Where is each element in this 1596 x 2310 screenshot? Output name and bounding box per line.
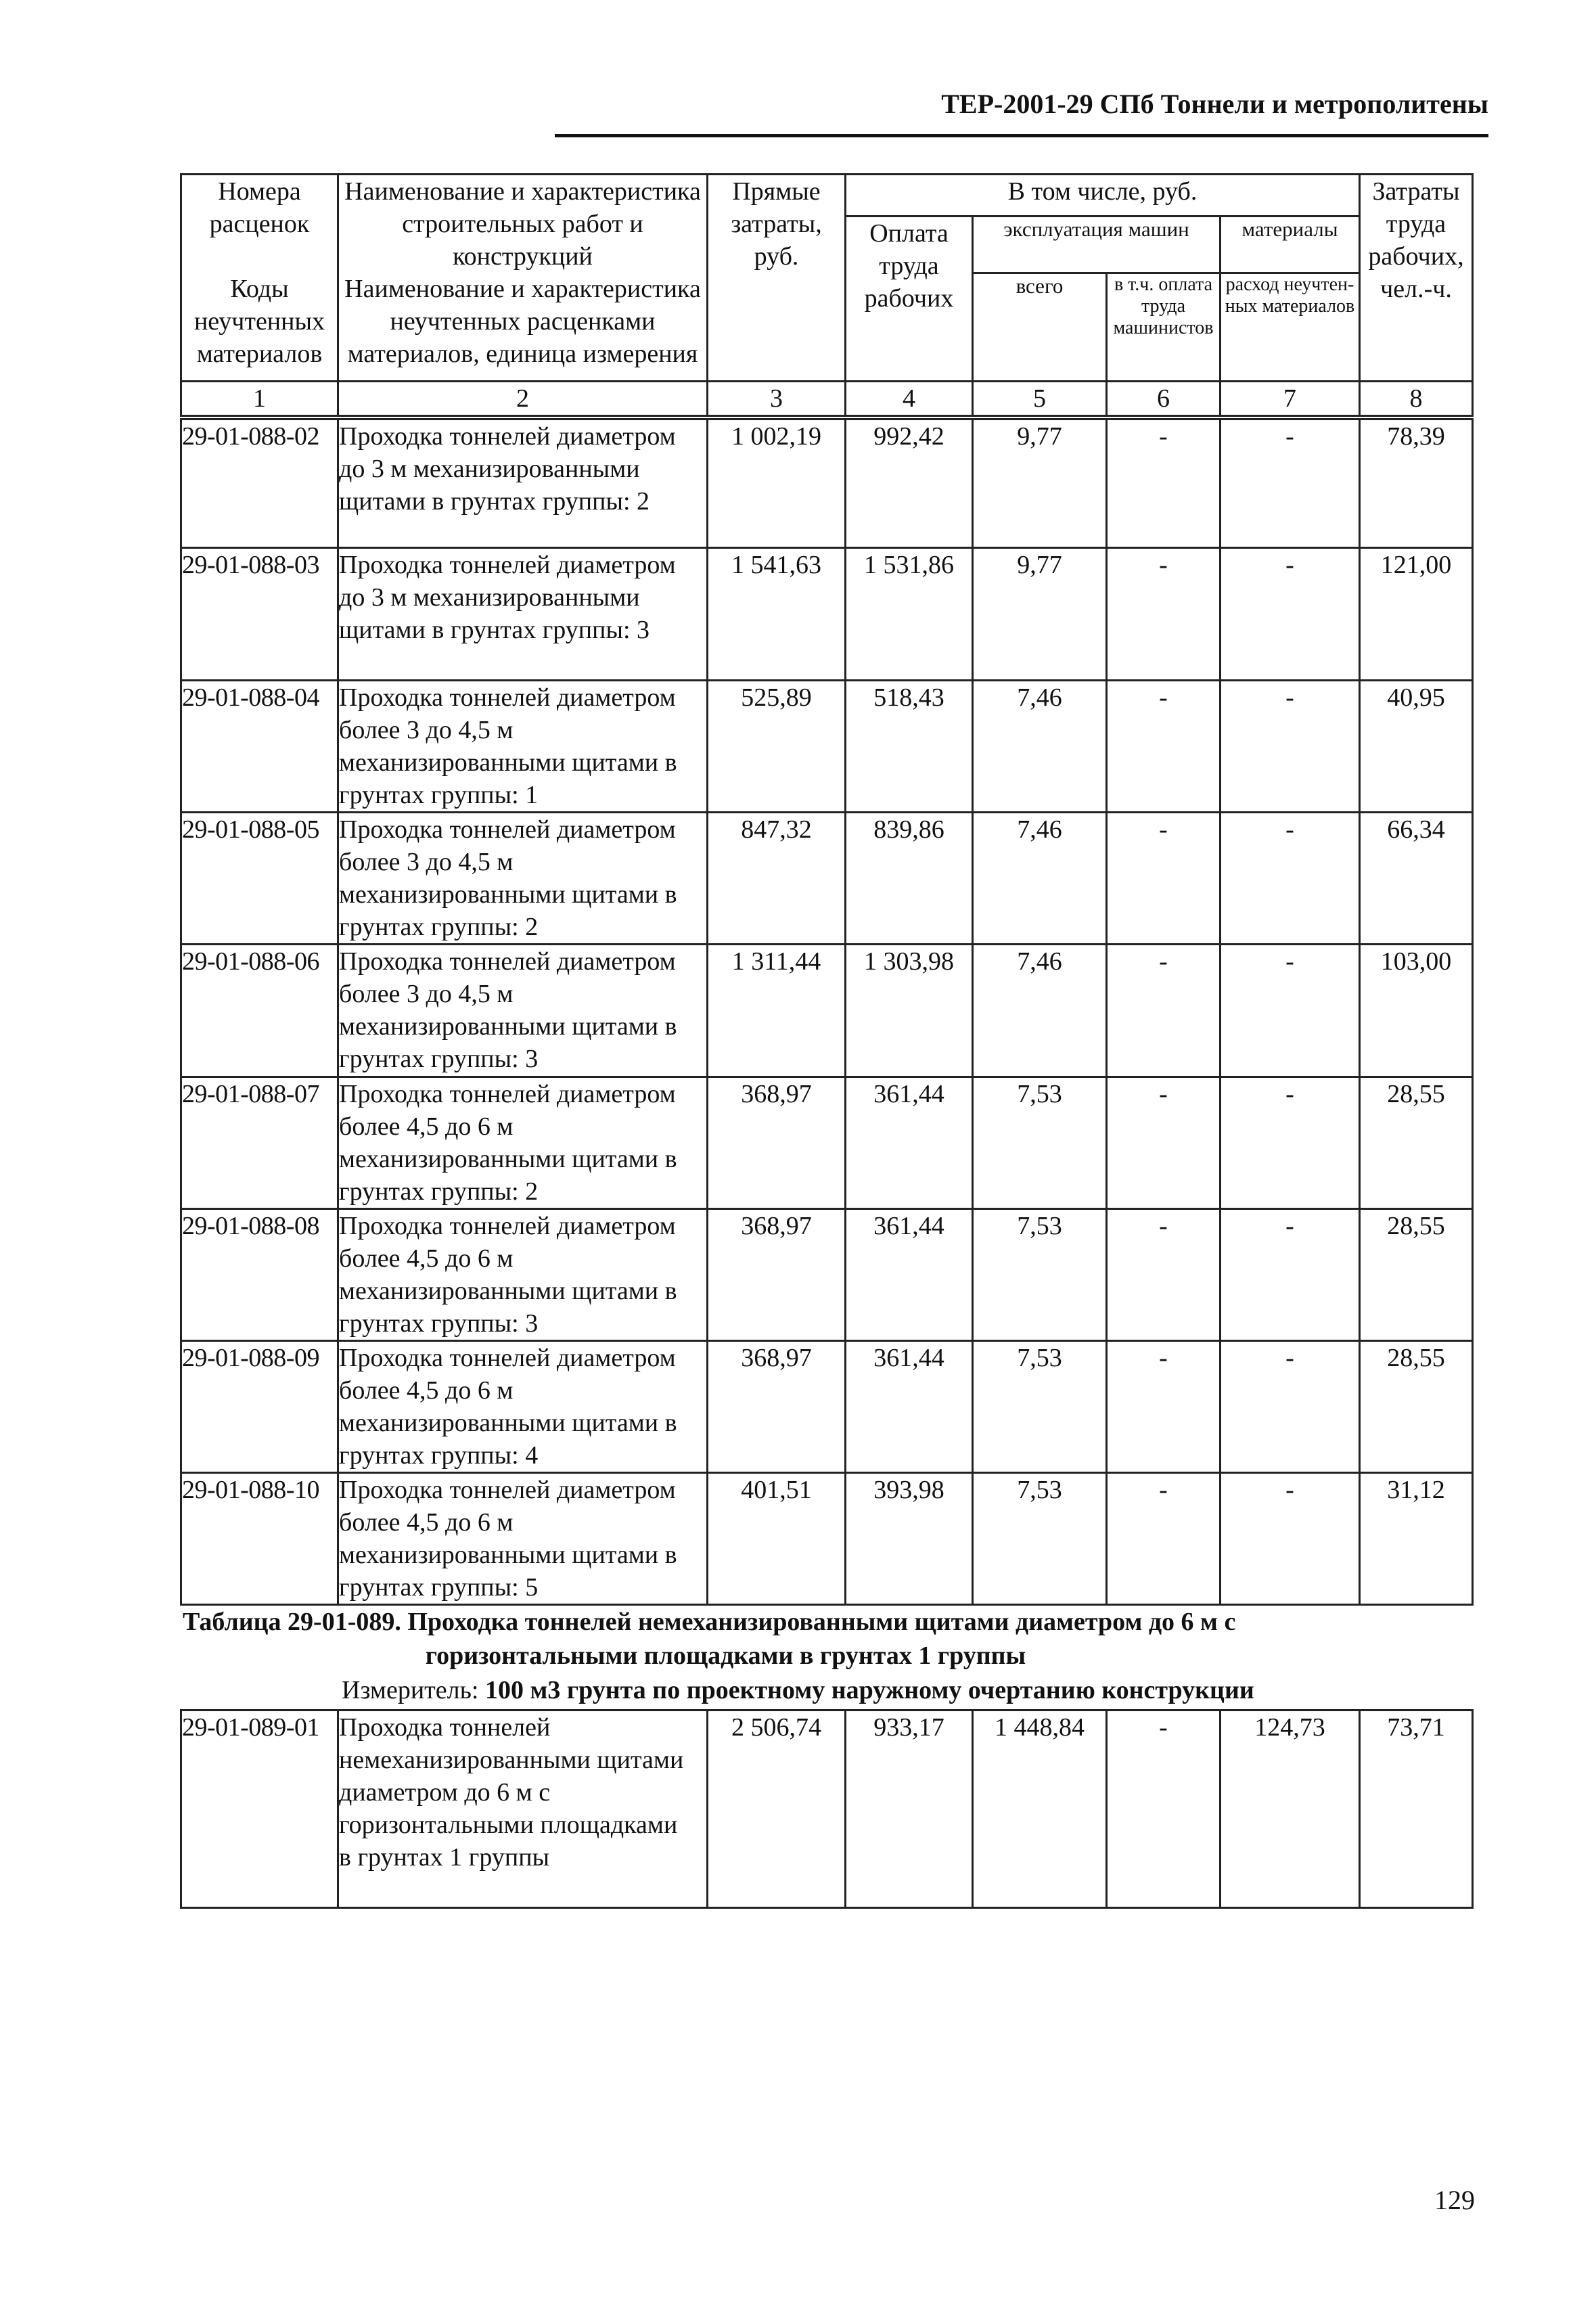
rate-code: 29-01-088-09 xyxy=(181,1341,338,1473)
table-089-caption-line2: горизонтальными площадками в грунтах 1 группы xyxy=(425,1641,1026,1670)
table-row xyxy=(181,1341,1473,1473)
column-number: 4 xyxy=(846,381,973,415)
header-materials: материалы xyxy=(1221,217,1360,273)
work-name xyxy=(338,420,708,548)
header-material-codes: Коды неучтенных материалов xyxy=(181,273,338,381)
material-usage: - xyxy=(1221,945,1360,1077)
labor-hours: 121,00 xyxy=(1360,548,1473,681)
operator-pay: - xyxy=(1107,1473,1221,1605)
machines-total: 9,77 xyxy=(973,420,1107,548)
header-including-group: В том числе, руб. xyxy=(846,175,1360,217)
labor-pay: 393,98 xyxy=(846,1473,973,1605)
table-089-caption xyxy=(183,1605,1472,1673)
table-row xyxy=(181,813,1473,945)
work-name-line: Проходка тоннелей диаметром xyxy=(339,551,676,579)
material-usage: - xyxy=(1221,420,1360,548)
measure-value: 100 м3 грунта по проектному наружному очертанию конструкции xyxy=(485,1676,1254,1704)
rate-code: 29-01-089-01 xyxy=(181,1711,338,1908)
work-name-line: механизированными щитами в xyxy=(339,1012,677,1041)
work-name-line: Проходка тоннелей диаметром xyxy=(339,422,676,451)
column-number: 5 xyxy=(973,381,1107,415)
document-title: ТЕР-2001-29 СПб Тоннели и метрополитены xyxy=(941,89,1488,119)
rate-code: 29-01-088-08 xyxy=(181,1209,338,1341)
work-name-line: до 3 м механизированными xyxy=(339,455,640,483)
work-name-line: грунтах группы: 3 xyxy=(339,1045,539,1073)
work-name xyxy=(338,681,708,813)
machines-total: 7,46 xyxy=(973,813,1107,945)
operator-pay: - xyxy=(1107,813,1221,945)
header-work-name: Наименование и характеристика строительных работ и конструкций xyxy=(338,175,708,273)
header-rate-numbers: Номера расценок xyxy=(181,175,338,273)
work-name-line: Проходка тоннелей диаметром xyxy=(339,947,676,976)
operator-pay: - xyxy=(1107,420,1221,548)
measure-unit xyxy=(342,1674,1254,1706)
machines-total: 1 448,84 xyxy=(973,1711,1107,1908)
rate-code: 29-01-088-07 xyxy=(181,1077,338,1209)
column-number: 3 xyxy=(708,381,846,415)
work-name-line: до 3 м механизированными xyxy=(339,583,640,612)
table-row xyxy=(181,1473,1473,1605)
work-name-line: более 4,5 до 6 м xyxy=(339,1376,514,1405)
header-machine-operation: эксплуатация машин xyxy=(973,217,1221,273)
machines-total: 7,53 xyxy=(973,1341,1107,1473)
direct-costs: 2 506,74 xyxy=(708,1711,846,1908)
labor-pay: 361,44 xyxy=(846,1341,973,1473)
machines-total: 7,46 xyxy=(973,681,1107,813)
table-row xyxy=(181,945,1473,1077)
column-number: 7 xyxy=(1221,381,1360,415)
work-name-line: механизированными щитами в xyxy=(339,748,677,777)
work-name-line: щитами в грунтах группы: 3 xyxy=(339,616,650,644)
labor-hours: 28,55 xyxy=(1360,1077,1473,1209)
direct-costs: 368,97 xyxy=(708,1209,846,1341)
labor-hours: 31,12 xyxy=(1360,1473,1473,1605)
table-089-caption-line1: Таблица 29-01-089. Проходка тоннелей немеханизированными щитами диаметром до 6 м с xyxy=(183,1608,1236,1636)
labor-pay: 992,42 xyxy=(846,420,973,548)
table-row xyxy=(181,1209,1473,1341)
direct-costs: 1 541,63 xyxy=(708,548,846,681)
material-usage: - xyxy=(1221,1341,1360,1473)
work-name-line: в грунтах 1 группы xyxy=(339,1843,550,1872)
machines-total: 7,53 xyxy=(973,1077,1107,1209)
labor-hours: 66,34 xyxy=(1360,813,1473,945)
operator-pay: - xyxy=(1107,1209,1221,1341)
work-name-line: щитами в грунтах группы: 2 xyxy=(339,487,650,516)
work-name xyxy=(338,1209,708,1341)
direct-costs: 401,51 xyxy=(708,1473,846,1605)
work-name-line: грунтах группы: 1 xyxy=(339,781,539,809)
work-name-line: механизированными щитами в xyxy=(339,1145,677,1173)
work-name-line: горизонтальными площадками xyxy=(339,1811,678,1839)
labor-pay: 933,17 xyxy=(846,1711,973,1908)
machines-total: 9,77 xyxy=(973,548,1107,681)
operator-pay: - xyxy=(1107,945,1221,1077)
work-name-line: грунтах группы: 2 xyxy=(339,913,539,941)
work-name-line: Проходка тоннелей диаметром xyxy=(339,1080,676,1108)
work-name-line: механизированными щитами в xyxy=(339,1409,677,1437)
direct-costs: 1 311,44 xyxy=(708,945,846,1077)
work-name xyxy=(338,945,708,1077)
direct-costs: 525,89 xyxy=(708,681,846,813)
work-name-line: более 4,5 до 6 м xyxy=(339,1112,514,1141)
work-name-line: Проходка тоннелей диаметром xyxy=(339,683,676,712)
header-material-usage: расход неучтен-ных материалов xyxy=(1221,273,1360,381)
work-name-line: Проходка тоннелей диаметром xyxy=(339,815,676,844)
material-usage: - xyxy=(1221,813,1360,945)
labor-pay: 1 531,86 xyxy=(846,548,973,681)
work-name xyxy=(338,1341,708,1473)
direct-costs: 368,97 xyxy=(708,1077,846,1209)
rate-code: 29-01-088-02 xyxy=(181,420,338,548)
column-number: 1 xyxy=(181,381,338,415)
table-row xyxy=(181,420,1473,548)
direct-costs: 368,97 xyxy=(708,1341,846,1473)
work-name-line: механизированными щитами в xyxy=(339,1541,677,1569)
header-operator-pay: в т.ч. оплата труда машинистов xyxy=(1107,273,1221,381)
machines-total: 7,53 xyxy=(973,1209,1107,1341)
rates-table-header xyxy=(180,173,1474,417)
direct-costs: 1 002,19 xyxy=(708,420,846,548)
work-name-line: Проходка тоннелей xyxy=(339,1713,551,1742)
operator-pay: - xyxy=(1107,1341,1221,1473)
labor-hours: 28,55 xyxy=(1360,1209,1473,1341)
rate-code: 29-01-088-06 xyxy=(181,945,338,1077)
material-usage: - xyxy=(1221,1473,1360,1605)
labor-hours: 103,00 xyxy=(1360,945,1473,1077)
work-name-line: Проходка тоннелей диаметром xyxy=(339,1212,676,1240)
work-name-line: более 3 до 4,5 м xyxy=(339,716,514,744)
machines-total: 7,46 xyxy=(973,945,1107,1077)
labor-pay: 361,44 xyxy=(846,1077,973,1209)
header-rule xyxy=(555,134,1488,137)
table-row xyxy=(181,1077,1473,1209)
header-labor-pay: Оплата труда рабочих xyxy=(846,217,973,382)
rates-table-089 xyxy=(180,1709,1474,1909)
rate-code: 29-01-088-03 xyxy=(181,548,338,681)
direct-costs: 847,32 xyxy=(708,813,846,945)
material-usage: - xyxy=(1221,1209,1360,1341)
labor-pay: 361,44 xyxy=(846,1209,973,1341)
work-name-line: немеханизированными щитами xyxy=(339,1746,684,1774)
material-usage: - xyxy=(1221,681,1360,813)
material-usage: - xyxy=(1221,1077,1360,1209)
table-row xyxy=(181,681,1473,813)
work-name-line: диаметром до 6 м с xyxy=(339,1778,551,1807)
header-material-names: Наименование и характеристика неучтенных расценками материалов, единица измерения xyxy=(338,273,708,381)
work-name-line: грунтах группы: 5 xyxy=(339,1573,539,1602)
material-usage: - xyxy=(1221,548,1360,681)
column-number: 8 xyxy=(1360,381,1473,415)
work-name xyxy=(338,1711,708,1908)
labor-hours: 78,39 xyxy=(1360,420,1473,548)
work-name xyxy=(338,1077,708,1209)
rate-code: 29-01-088-04 xyxy=(181,681,338,813)
work-name-line: более 3 до 4,5 м xyxy=(339,980,514,1008)
rates-table-088 xyxy=(180,418,1474,1606)
operator-pay: - xyxy=(1107,681,1221,813)
table-row xyxy=(181,548,1473,681)
operator-pay: - xyxy=(1107,1711,1221,1908)
work-name xyxy=(338,813,708,945)
work-name-line: более 4,5 до 6 м xyxy=(339,1508,514,1537)
work-name-line: грунтах группы: 4 xyxy=(339,1441,539,1470)
labor-pay: 1 303,98 xyxy=(846,945,973,1077)
column-number: 6 xyxy=(1107,381,1221,415)
work-name-line: механизированными щитами в xyxy=(339,1277,677,1305)
labor-pay: 839,86 xyxy=(846,813,973,945)
work-name-line: Проходка тоннелей диаметром xyxy=(339,1344,676,1372)
work-name-line: грунтах группы: 2 xyxy=(339,1177,539,1206)
rate-code: 29-01-088-05 xyxy=(181,813,338,945)
material-usage: 124,73 xyxy=(1221,1711,1360,1908)
operator-pay: - xyxy=(1107,548,1221,681)
column-number: 2 xyxy=(338,381,708,415)
machines-total: 7,53 xyxy=(973,1473,1107,1605)
labor-pay: 518,43 xyxy=(846,681,973,813)
work-name-line: более 3 до 4,5 м xyxy=(339,848,514,876)
header-labor-hours: Затраты труда рабочих, чел.-ч. xyxy=(1360,175,1473,382)
work-name-line: Проходка тоннелей диаметром xyxy=(339,1476,676,1504)
labor-hours: 40,95 xyxy=(1360,681,1473,813)
work-name-line: более 4,5 до 6 м xyxy=(339,1244,514,1273)
header-direct-costs: Прямые затраты, руб. xyxy=(708,175,846,382)
work-name xyxy=(338,1473,708,1605)
work-name xyxy=(338,548,708,681)
measure-label: Измеритель: xyxy=(342,1676,485,1704)
work-name-line: механизированными щитами в xyxy=(339,880,677,909)
operator-pay: - xyxy=(1107,1077,1221,1209)
rate-code: 29-01-088-10 xyxy=(181,1473,338,1605)
labor-hours: 28,55 xyxy=(1360,1341,1473,1473)
header-machines-total: всего xyxy=(973,273,1107,381)
work-name-line: грунтах группы: 3 xyxy=(339,1309,539,1338)
page-number: 129 xyxy=(1434,2185,1475,2215)
labor-hours: 73,71 xyxy=(1360,1711,1473,1908)
